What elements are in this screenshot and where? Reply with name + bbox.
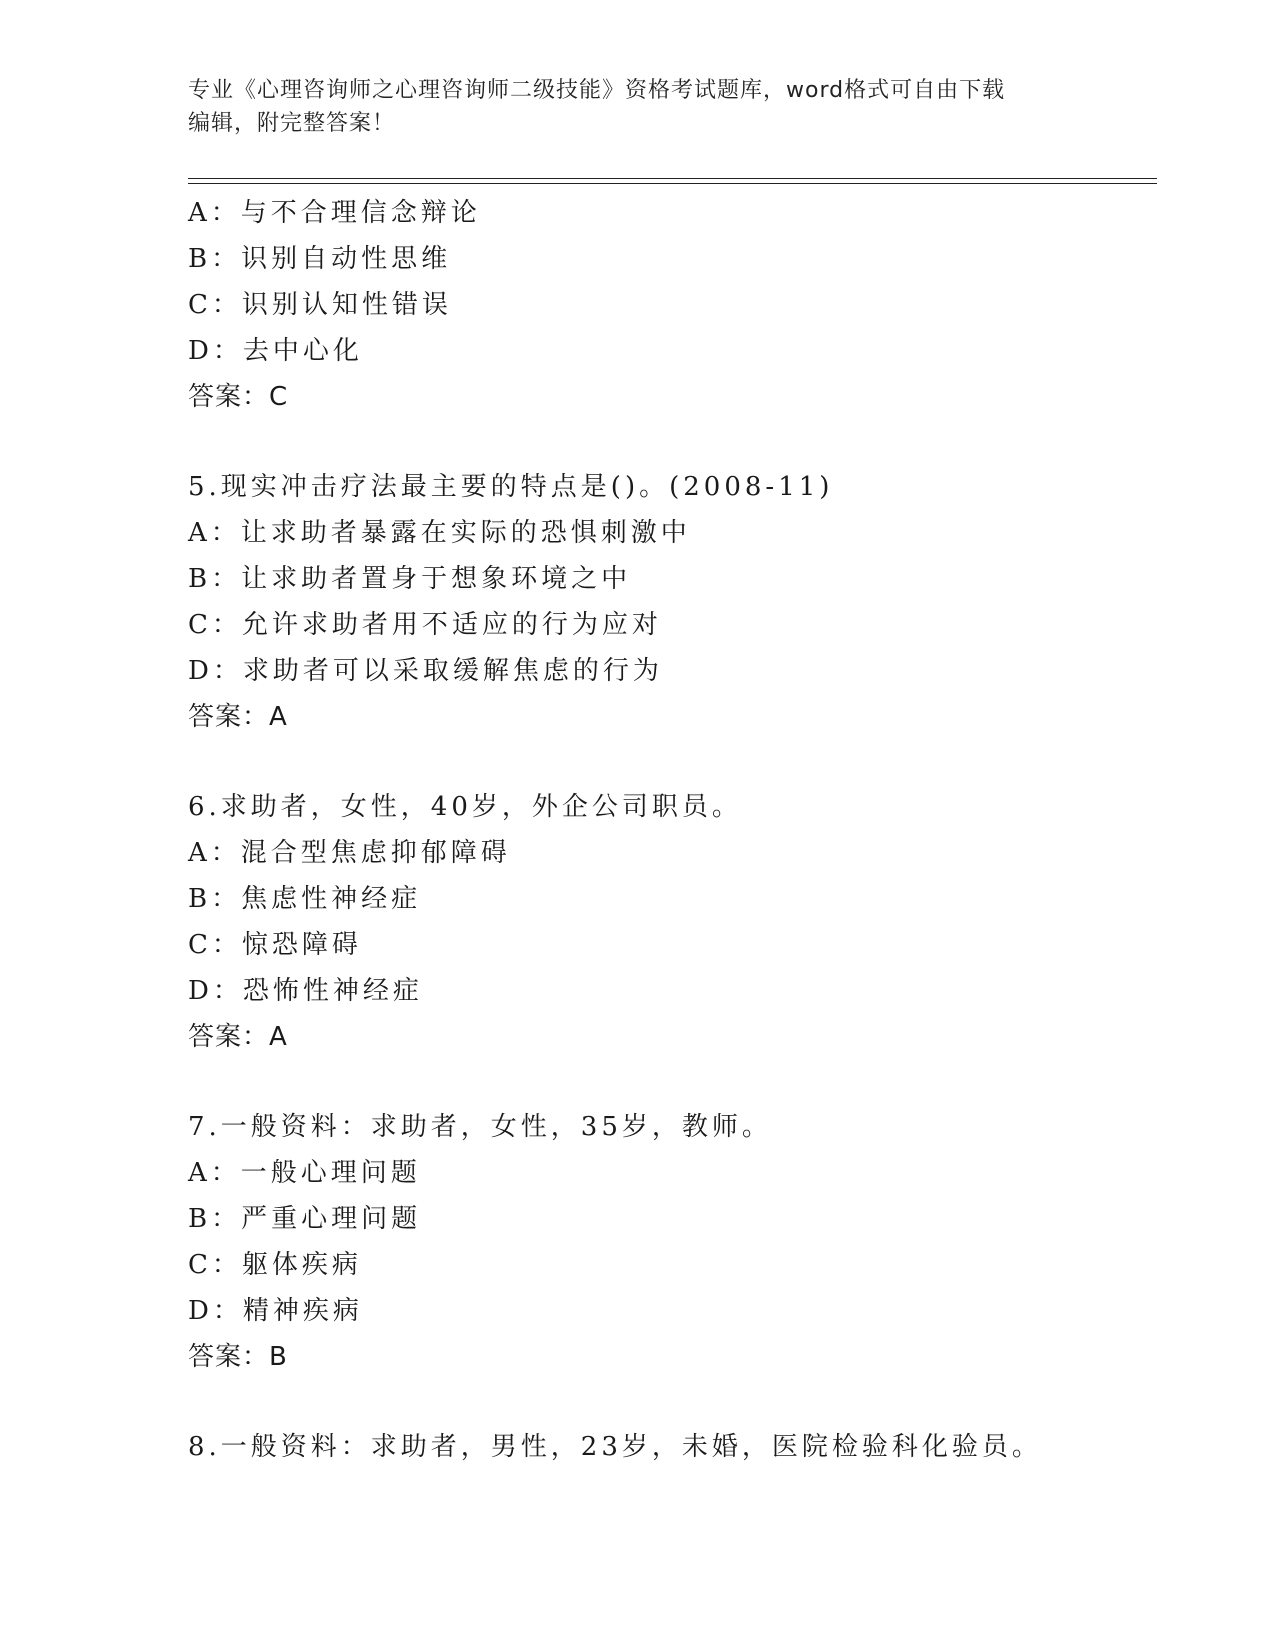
- answer: 答案：C: [188, 382, 289, 412]
- option-a: A：与不合理信念辩论: [188, 198, 481, 228]
- option-c: C：允许求助者用不适应的行为应对: [188, 610, 662, 640]
- header-divider-top: [188, 178, 1157, 179]
- option-b: B：识别自动性思维: [188, 244, 452, 274]
- option-d: D：去中心化: [188, 336, 363, 366]
- option-b: B：严重心理问题: [188, 1204, 422, 1234]
- option-a: A：混合型焦虑抑郁障碍: [188, 838, 511, 868]
- option-d: D：求助者可以采取缓解焦虑的行为: [188, 656, 663, 686]
- question-stem: 7.一般资料：求助者，女性，35岁，教师。: [188, 1112, 772, 1142]
- question-7: [188, 1104, 1148, 1380]
- option-c: C：识别认知性错误: [188, 290, 452, 320]
- option-d: D：精神疾病: [188, 1296, 363, 1326]
- question-stem: 8.一般资料：求助者，男性，23岁，未婚，医院检验科化验员。: [188, 1432, 1042, 1462]
- option-b: B：让求助者置身于想象环境之中: [188, 564, 632, 594]
- option-d: D：恐怖性神经症: [188, 976, 423, 1006]
- question-stem: 6.求助者，女性，40岁，外企公司职员。: [188, 792, 742, 822]
- option-c: C：惊恐障碍: [188, 930, 362, 960]
- option-b: B：焦虑性神经症: [188, 884, 422, 914]
- header-line-2: 编辑，附完整答案！: [188, 111, 396, 136]
- question-stem: 5.现实冲击疗法最主要的特点是()。(2008-11): [188, 472, 834, 502]
- option-c: C：躯体疾病: [188, 1250, 362, 1280]
- document-header: [188, 74, 1088, 140]
- question-5: [188, 464, 1148, 740]
- option-a: A：一般心理问题: [188, 1158, 421, 1188]
- question-4: [188, 190, 1148, 420]
- header-line-1: 专业《心理咨询师之心理咨询师二级技能》资格考试题库，word格式可自由下载: [188, 78, 1006, 103]
- question-list: [188, 190, 1148, 1470]
- question-8: [188, 1424, 1148, 1470]
- answer: 答案：A: [188, 702, 288, 732]
- answer: 答案：B: [188, 1342, 288, 1372]
- question-6: [188, 784, 1148, 1060]
- answer: 答案：A: [188, 1022, 288, 1052]
- option-a: A：让求助者暴露在实际的恐惧刺激中: [188, 518, 691, 548]
- header-divider-bottom: [188, 183, 1157, 184]
